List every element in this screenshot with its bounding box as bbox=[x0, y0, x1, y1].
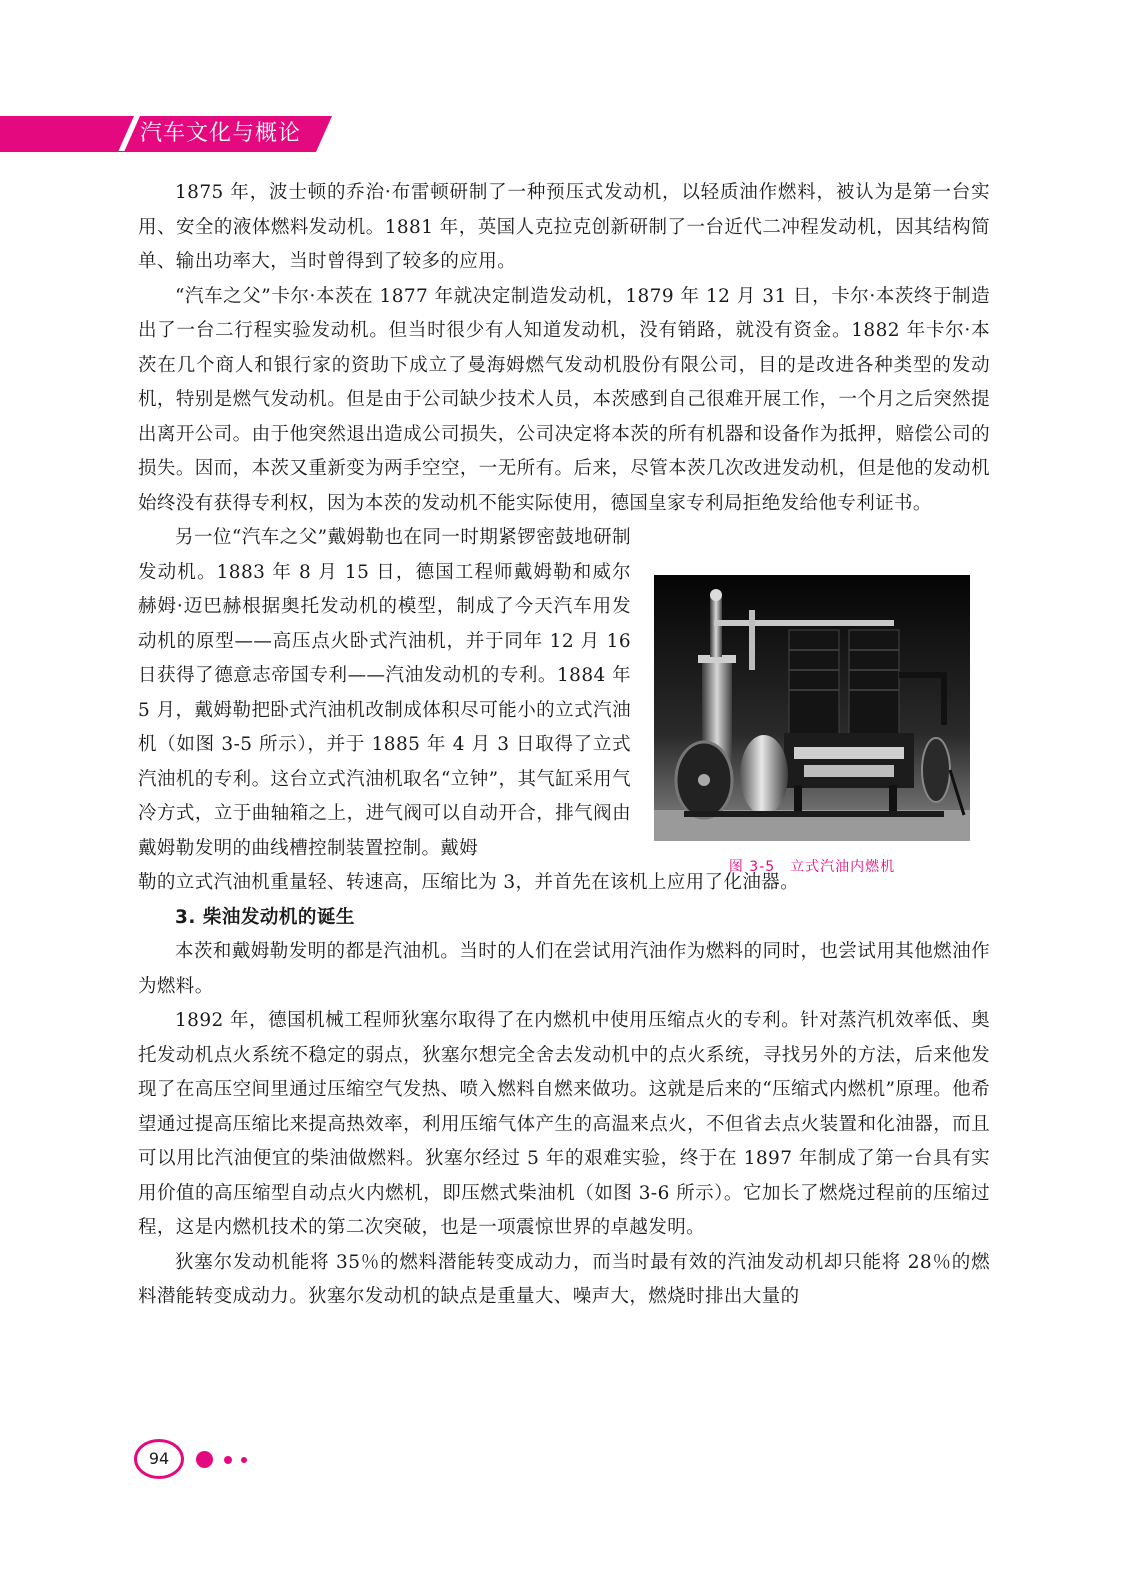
paragraph-2: “汽车之父”卡尔·本茨在 1877 年就决定制造发动机，1879 年 12 月 31 日，卡尔·本茨终于制造出了一台二行程实验发动机。但当时很少有人知道发动机，没有销路，就没有资金。1882 年卡尔·本茨在几个商人和银行家的资助下成立了曼海姆燃气发动机股份有限公司，目的是改进各种类型的发动机，特别是燃气发动机。但是由于公司缺少技术人员，本茨感到自己很难开展工作，一个月之后突然提出离开公司。由于他突然退出造成公司损失，公司决定将本茨的所有机器和设备作为抵押，赔偿公司的损失。因而，本茨又重新变为两手空空，一无所有。后来，尽管本茨几次改进发动机，但是他的发动机始终没有获得专利权，因为本茨的发动机不能实际使用，德国皇家专利局拒绝发给他专利证书。 bbox=[138, 285, 990, 514]
paragraph-1: 1875 年，波士顿的乔治·布雷顿研制了一种预压式发动机，以轻质油作燃料，被认为是第一台实用、安全的液体燃料发动机。1881 年，英国人克拉克创新研制了一台近代二冲程发动机，因其结构简单、输出功率大，当时曾得到了较多的应用。 bbox=[138, 182, 990, 272]
paragraph-5: 1892 年，德国机械工程师狄塞尔取得了在内燃机中使用压缩点火的专利。针对蒸汽机效率低、奥托发动机点火系统不稳定的弱点，狄塞尔想完全舍去发动机中的点火系统，寻找另外的方法，后来他发现了在高压空间里通过压缩空气发热、喷入燃料自燃来做功。这就是后来的“压缩式内燃机”原理。他希望通过提高压缩比来提高热效率，利用压缩气体产生的高温来点火，不但省去点火装置和化油器，而且可以用比汽油便宜的柴油做燃料。狄塞尔经过 5 年的艰难实验，终于在 1897 年制成了第一台具有实用价值的高压缩型自动点火内燃机，即压燃式柴油机（如图 3-6 所示）。它加长了燃烧过程前的压缩过程，这是内燃机技术的第二次突破，也是一项震惊世界的卓越发明。 bbox=[138, 1010, 990, 1238]
engine-photo bbox=[654, 575, 970, 841]
page-number: 94 bbox=[134, 1439, 184, 1479]
paragraph-4: 本茨和戴姆勒发明的都是汽油机。当时的人们在尝试用汽油作为燃料的同时，也尝试用其他燃油作为燃料。 bbox=[138, 941, 990, 997]
decorative-dot-medium bbox=[224, 1456, 232, 1464]
book-title: 汽车文化与概论 bbox=[140, 121, 302, 146]
section-heading: 3. 柴油发动机的诞生 bbox=[175, 906, 355, 928]
decorative-dot-large bbox=[196, 1451, 213, 1468]
text-beside-figure bbox=[138, 521, 631, 866]
figure-caption: 图 3-5 立式汽油内燃机 bbox=[728, 859, 896, 875]
decorative-dot-small bbox=[241, 1457, 247, 1463]
paragraph-6: 狄塞尔发动机能将 35％的燃料潜能转变成动力，而当时最有效的汽油发动机却只能将 28％的燃料潜能转变成动力。狄塞尔发动机的缺点是重量大、噪声大，燃烧时排出大量的 bbox=[138, 1251, 990, 1307]
paragraph-3: 另一位“汽车之父”戴姆勒也在同一时期紧锣密鼓地研制发动机。1883 年 8 月 15 日，德国工程师戴姆勒和威尔赫姆·迈巴赫根据奥托发动机的模型，制成了今天汽车用发动机的原型——高压点火卧式汽油机，并于同年 12 月 16 日获得了德意志帝国专利——汽油发动机的专利。1884 年 5 月，戴姆勒把卧式汽油机改制成体积尽可能小的立式汽油机（如图 3-5 所示），并于 1885 年 4 月 3 日取得了立式汽油机的专利。这台立式汽油机取名“立钟”，其气缸采用气冷方式，立于曲轴箱之上，进气阀可以自动开合，排气阀由戴姆勒发明的曲线槽控制装置控制。戴姆 bbox=[138, 527, 631, 859]
paragraph-3-continued: 勒的立式汽油机重量轻、转速高，压缩比为 3，并首先在该机上应用了化油器。 bbox=[138, 872, 800, 893]
